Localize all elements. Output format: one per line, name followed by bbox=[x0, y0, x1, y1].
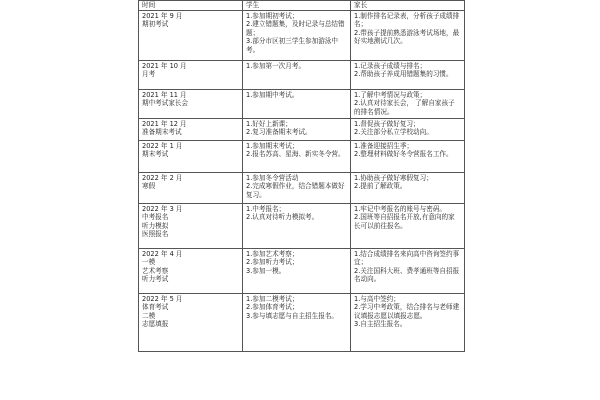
time-label: 艺术考察 bbox=[142, 266, 169, 275]
student-cell bbox=[243, 141, 351, 173]
table-row bbox=[139, 119, 465, 141]
table-body bbox=[139, 11, 465, 352]
task-line: 1.参加第一次月考。 bbox=[246, 62, 306, 70]
task-line: 1.结合成绩排名来向高中咨询签约事宜； bbox=[354, 250, 460, 267]
time-cell bbox=[139, 61, 243, 90]
parent-cell bbox=[351, 204, 465, 249]
task-line: 1.参加期中考试。 bbox=[246, 91, 299, 99]
table-row bbox=[139, 141, 465, 173]
student-cell bbox=[243, 173, 351, 204]
parent-cell bbox=[351, 249, 465, 294]
task-line: 1.协助孩子做好寒假复习； bbox=[354, 174, 433, 182]
task-line: 2.关注国科大班、费孝通班等自招报名动向。 bbox=[354, 266, 460, 284]
task-line: 1.记录孩子成绩与排名； bbox=[354, 62, 427, 70]
parent-cell bbox=[351, 90, 465, 119]
task-line: 2.国班等自招报名开放,有意向的家长可以前往报名。 bbox=[354, 213, 455, 230]
table-row bbox=[139, 61, 465, 90]
task-line: 3.参与填志愿与自主招生报名。 bbox=[246, 311, 339, 320]
task-line: 2.提前了解政策。 bbox=[354, 182, 407, 191]
time-label: 2022 年 2 月 bbox=[142, 174, 183, 182]
time-cell bbox=[139, 141, 243, 173]
task-line: 1.准备迎接招生季； bbox=[354, 142, 414, 150]
task-line: 2.帮助孩子养成用错题集的习惯。 bbox=[354, 70, 453, 79]
time-label: 2021 年 10 月 bbox=[142, 62, 187, 70]
parent-cell bbox=[351, 141, 465, 173]
task-line: 2.复习准备期末考试。 bbox=[246, 128, 312, 137]
time-label: 2021 年 12 月 bbox=[142, 120, 187, 128]
time-cell bbox=[139, 11, 243, 61]
task-line: 1.了解中考情况与政策； bbox=[354, 91, 427, 99]
time-label: 期末考试 bbox=[142, 150, 169, 159]
parent-cell bbox=[351, 119, 465, 141]
task-line: 1.参加冬令营活动 bbox=[246, 174, 299, 182]
task-line: 2.学习中考政策，结合排名与老师建议填报志愿以填报志愿。 bbox=[354, 303, 460, 320]
student-cell bbox=[243, 204, 351, 249]
time-label: 二模 bbox=[142, 311, 156, 320]
task-line: 1.中考报名； bbox=[246, 205, 286, 213]
time-label: 中考报名 bbox=[142, 213, 169, 222]
task-line: 2.完成寒假作业，结合错题本做好复习。 bbox=[246, 182, 345, 199]
time-label: 准备期末考试 bbox=[142, 128, 182, 137]
time-label: 体育考试 bbox=[142, 303, 169, 312]
time-label: 一模 bbox=[142, 258, 156, 267]
task-line: 2.认真对待家长会， 了解自家孩子的排名情况。 bbox=[354, 99, 455, 116]
task-line: 1.参加期末考试； bbox=[246, 142, 299, 150]
student-cell bbox=[243, 119, 351, 141]
time-label: 听力考试 bbox=[142, 275, 169, 284]
time-cell bbox=[139, 90, 243, 119]
student-cell bbox=[243, 61, 351, 90]
task-line: 2.报名苏高、星海、新实冬令营。 bbox=[246, 150, 345, 159]
time-label: 2021 年 9 月 bbox=[142, 12, 183, 20]
header-time: 时间 bbox=[139, 1, 243, 11]
time-label: 寒假 bbox=[142, 182, 156, 191]
task-line: 2.整理材料做好冬令营报名工作。 bbox=[354, 150, 453, 159]
task-line: 2.建立错题集，及时记录与总结错题； bbox=[246, 20, 345, 37]
parent-cell bbox=[351, 173, 465, 204]
task-line: 1.参加艺术考察； bbox=[246, 250, 299, 258]
time-label: 月考 bbox=[142, 70, 156, 79]
time-label: 2022 年 4 月 bbox=[142, 250, 183, 258]
task-line: 1.与高中签约； bbox=[354, 295, 400, 303]
time-label: 2021 年 11 月 bbox=[142, 91, 187, 99]
student-cell bbox=[243, 11, 351, 61]
time-label: 医照报名 bbox=[142, 230, 169, 239]
table-row bbox=[139, 249, 465, 294]
time-label: 期初考试 bbox=[142, 20, 169, 29]
table-row bbox=[139, 204, 465, 249]
student-cell bbox=[243, 249, 351, 294]
schedule-table bbox=[138, 0, 465, 352]
task-line: 1.督促孩子做好复习； bbox=[354, 120, 420, 128]
time-cell bbox=[139, 249, 243, 294]
task-line: 3.部分市区初三学生参加游泳中考。 bbox=[246, 37, 339, 54]
time-label: 2022 年 5 月 bbox=[142, 295, 183, 303]
task-line: 2.参加体育考试； bbox=[246, 303, 299, 312]
task-line: 2.认真对待听力模拟考。 bbox=[246, 213, 319, 222]
table-row bbox=[139, 11, 465, 61]
parent-cell bbox=[351, 294, 465, 352]
time-cell bbox=[139, 294, 243, 352]
time-label: 2022 年 3 月 bbox=[142, 205, 183, 213]
time-label: 2022 年 1 月 bbox=[142, 142, 183, 150]
task-line: 2.关注部分私立学校动向。 bbox=[354, 128, 433, 137]
task-line: 1.参加期初考试； bbox=[246, 12, 299, 20]
task-line: 3.参加一模。 bbox=[246, 266, 286, 275]
time-label: 期中考试家长会 bbox=[142, 99, 189, 108]
time-cell bbox=[139, 204, 243, 249]
time-cell bbox=[139, 173, 243, 204]
task-line: 1.牢记中考报名的账号与密码。 bbox=[354, 205, 447, 213]
task-line: 1.好好上新课； bbox=[246, 120, 292, 128]
task-line: 1.制作排名记录表，分析孩子成绩排名； bbox=[354, 12, 460, 29]
student-cell bbox=[243, 294, 351, 352]
table-header-row bbox=[139, 1, 465, 11]
time-label: 志愿填报 bbox=[142, 320, 169, 329]
task-line: 2.参加听力考试； bbox=[246, 258, 299, 267]
table-row bbox=[139, 173, 465, 204]
time-cell bbox=[139, 119, 243, 141]
student-cell bbox=[243, 90, 351, 119]
header-parent: 家长 bbox=[351, 1, 465, 11]
table-row bbox=[139, 90, 465, 119]
task-line: 3.自主招生报名。 bbox=[354, 320, 407, 329]
parent-cell bbox=[351, 61, 465, 90]
time-label: 听力模拟 bbox=[142, 221, 169, 230]
task-line: 2.带孩子提前熟悉游泳考试场地，最好实地测试几次。 bbox=[354, 28, 460, 46]
task-line: 1.参加二模考试； bbox=[246, 295, 299, 303]
parent-cell bbox=[351, 11, 465, 61]
table-row bbox=[139, 294, 465, 352]
header-student: 学生 bbox=[243, 1, 351, 11]
